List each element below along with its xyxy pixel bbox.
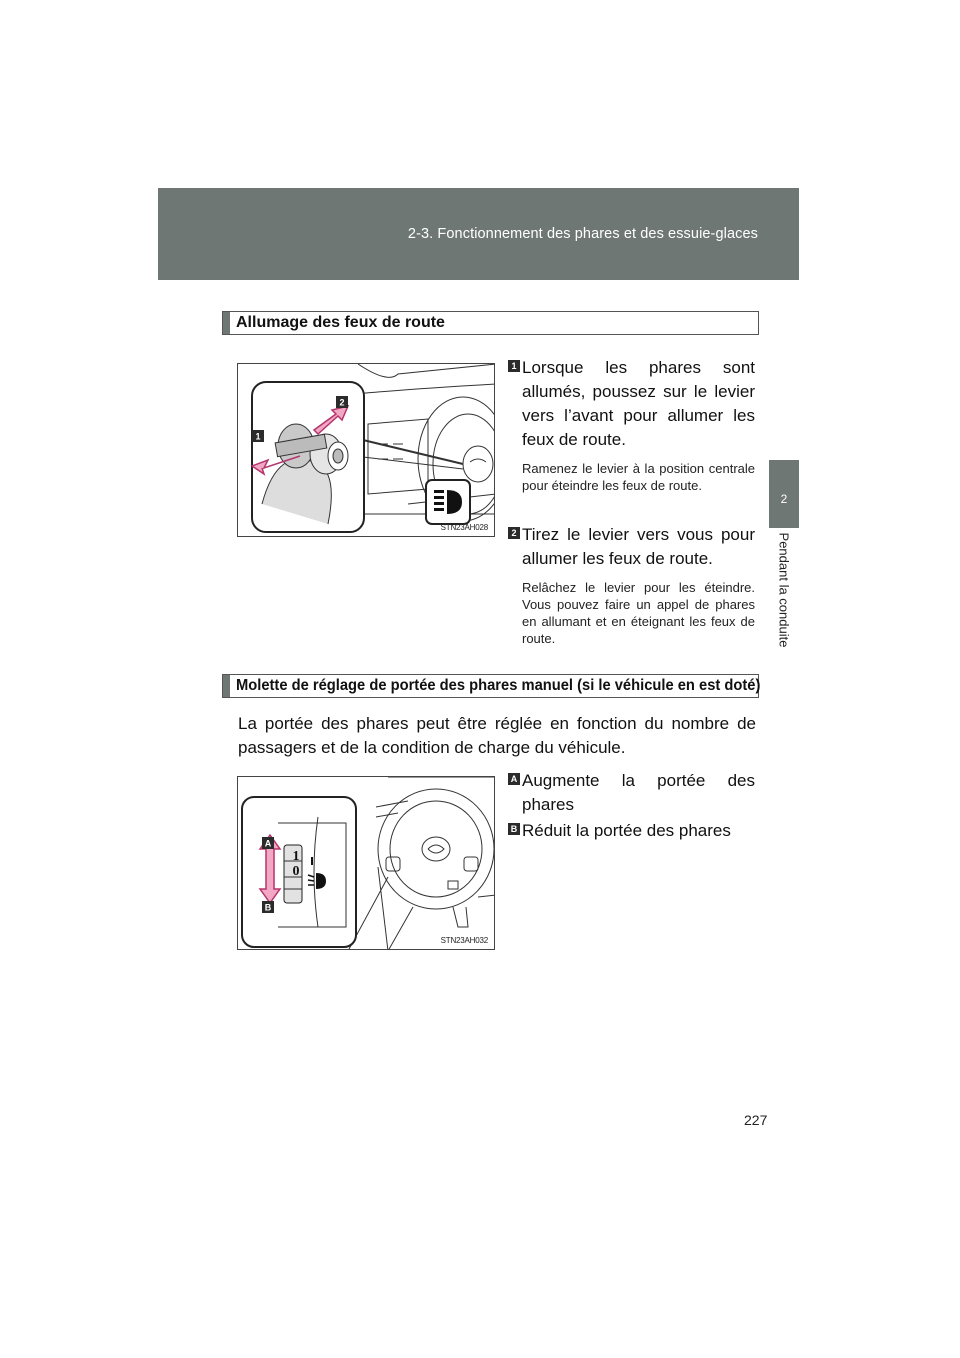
- item-note: Relâchez le levier pour les éteindre. Vous pouvez faire un appel de phares en allumant et en éteignant les feux de route.: [522, 580, 755, 646]
- item-text: Réduit la portée des phares: [522, 821, 731, 840]
- item-badge: 1: [508, 360, 520, 372]
- page-number: 227: [744, 1112, 768, 1128]
- item-badge: 2: [508, 527, 520, 539]
- figure-code: STN23AH032: [440, 936, 488, 945]
- section-marker: [223, 675, 230, 697]
- list-item: [508, 356, 755, 494]
- section-breadcrumb: 2-3. Fonctionnement des phares et des essuie-glaces: [407, 226, 758, 242]
- callout-b: B: [264, 902, 272, 913]
- callout-2: 2: [339, 397, 345, 408]
- dial-illustration: [238, 777, 495, 950]
- chapter-tab: [769, 460, 799, 528]
- callout-a: A: [264, 838, 272, 849]
- item-badge: B: [508, 823, 520, 835]
- dial-mark-1: 1: [292, 849, 300, 864]
- item-badge: A: [508, 773, 520, 785]
- list-item: [508, 769, 755, 817]
- chapter-number: 2: [780, 492, 788, 506]
- lever-illustration: [238, 364, 495, 537]
- high-beam-icon: [426, 480, 470, 524]
- chapter-label: Pendant la conduite: [776, 532, 792, 648]
- figure-code: STN23AH028: [440, 523, 488, 532]
- item-text: Lorsque les phares sont allumés, poussez sur le levier vers l’avant pour allumer les feux de route.: [522, 358, 755, 449]
- section-title-bar: [222, 674, 759, 698]
- section-title: Molette de réglage de portée des phares manuel (si le véhicule en est doté): [236, 677, 761, 694]
- section-title-bar: [222, 311, 759, 335]
- item-note: Ramenez le levier à la position centrale pour éteindre les feux de route.: [522, 461, 755, 493]
- item-text: Tirez le levier vers vous pour allumer les feux de route.: [522, 525, 755, 568]
- dial-mark-0: 0: [292, 864, 300, 879]
- header-band: [158, 188, 799, 280]
- callout-1: 1: [255, 431, 261, 442]
- list-item: [508, 523, 755, 647]
- section-marker: [223, 312, 230, 334]
- figure-high-beam-lever: [237, 363, 495, 537]
- section-title: Allumage des feux de route: [236, 314, 445, 331]
- body-paragraph: La portée des phares peut être réglée en fonction du nombre de passagers et de la condition de charge du véhicule.: [238, 714, 756, 757]
- item-text: Augmente la portée des phares: [522, 771, 755, 814]
- list-item: [508, 819, 755, 843]
- figure-leveling-dial: [237, 776, 495, 950]
